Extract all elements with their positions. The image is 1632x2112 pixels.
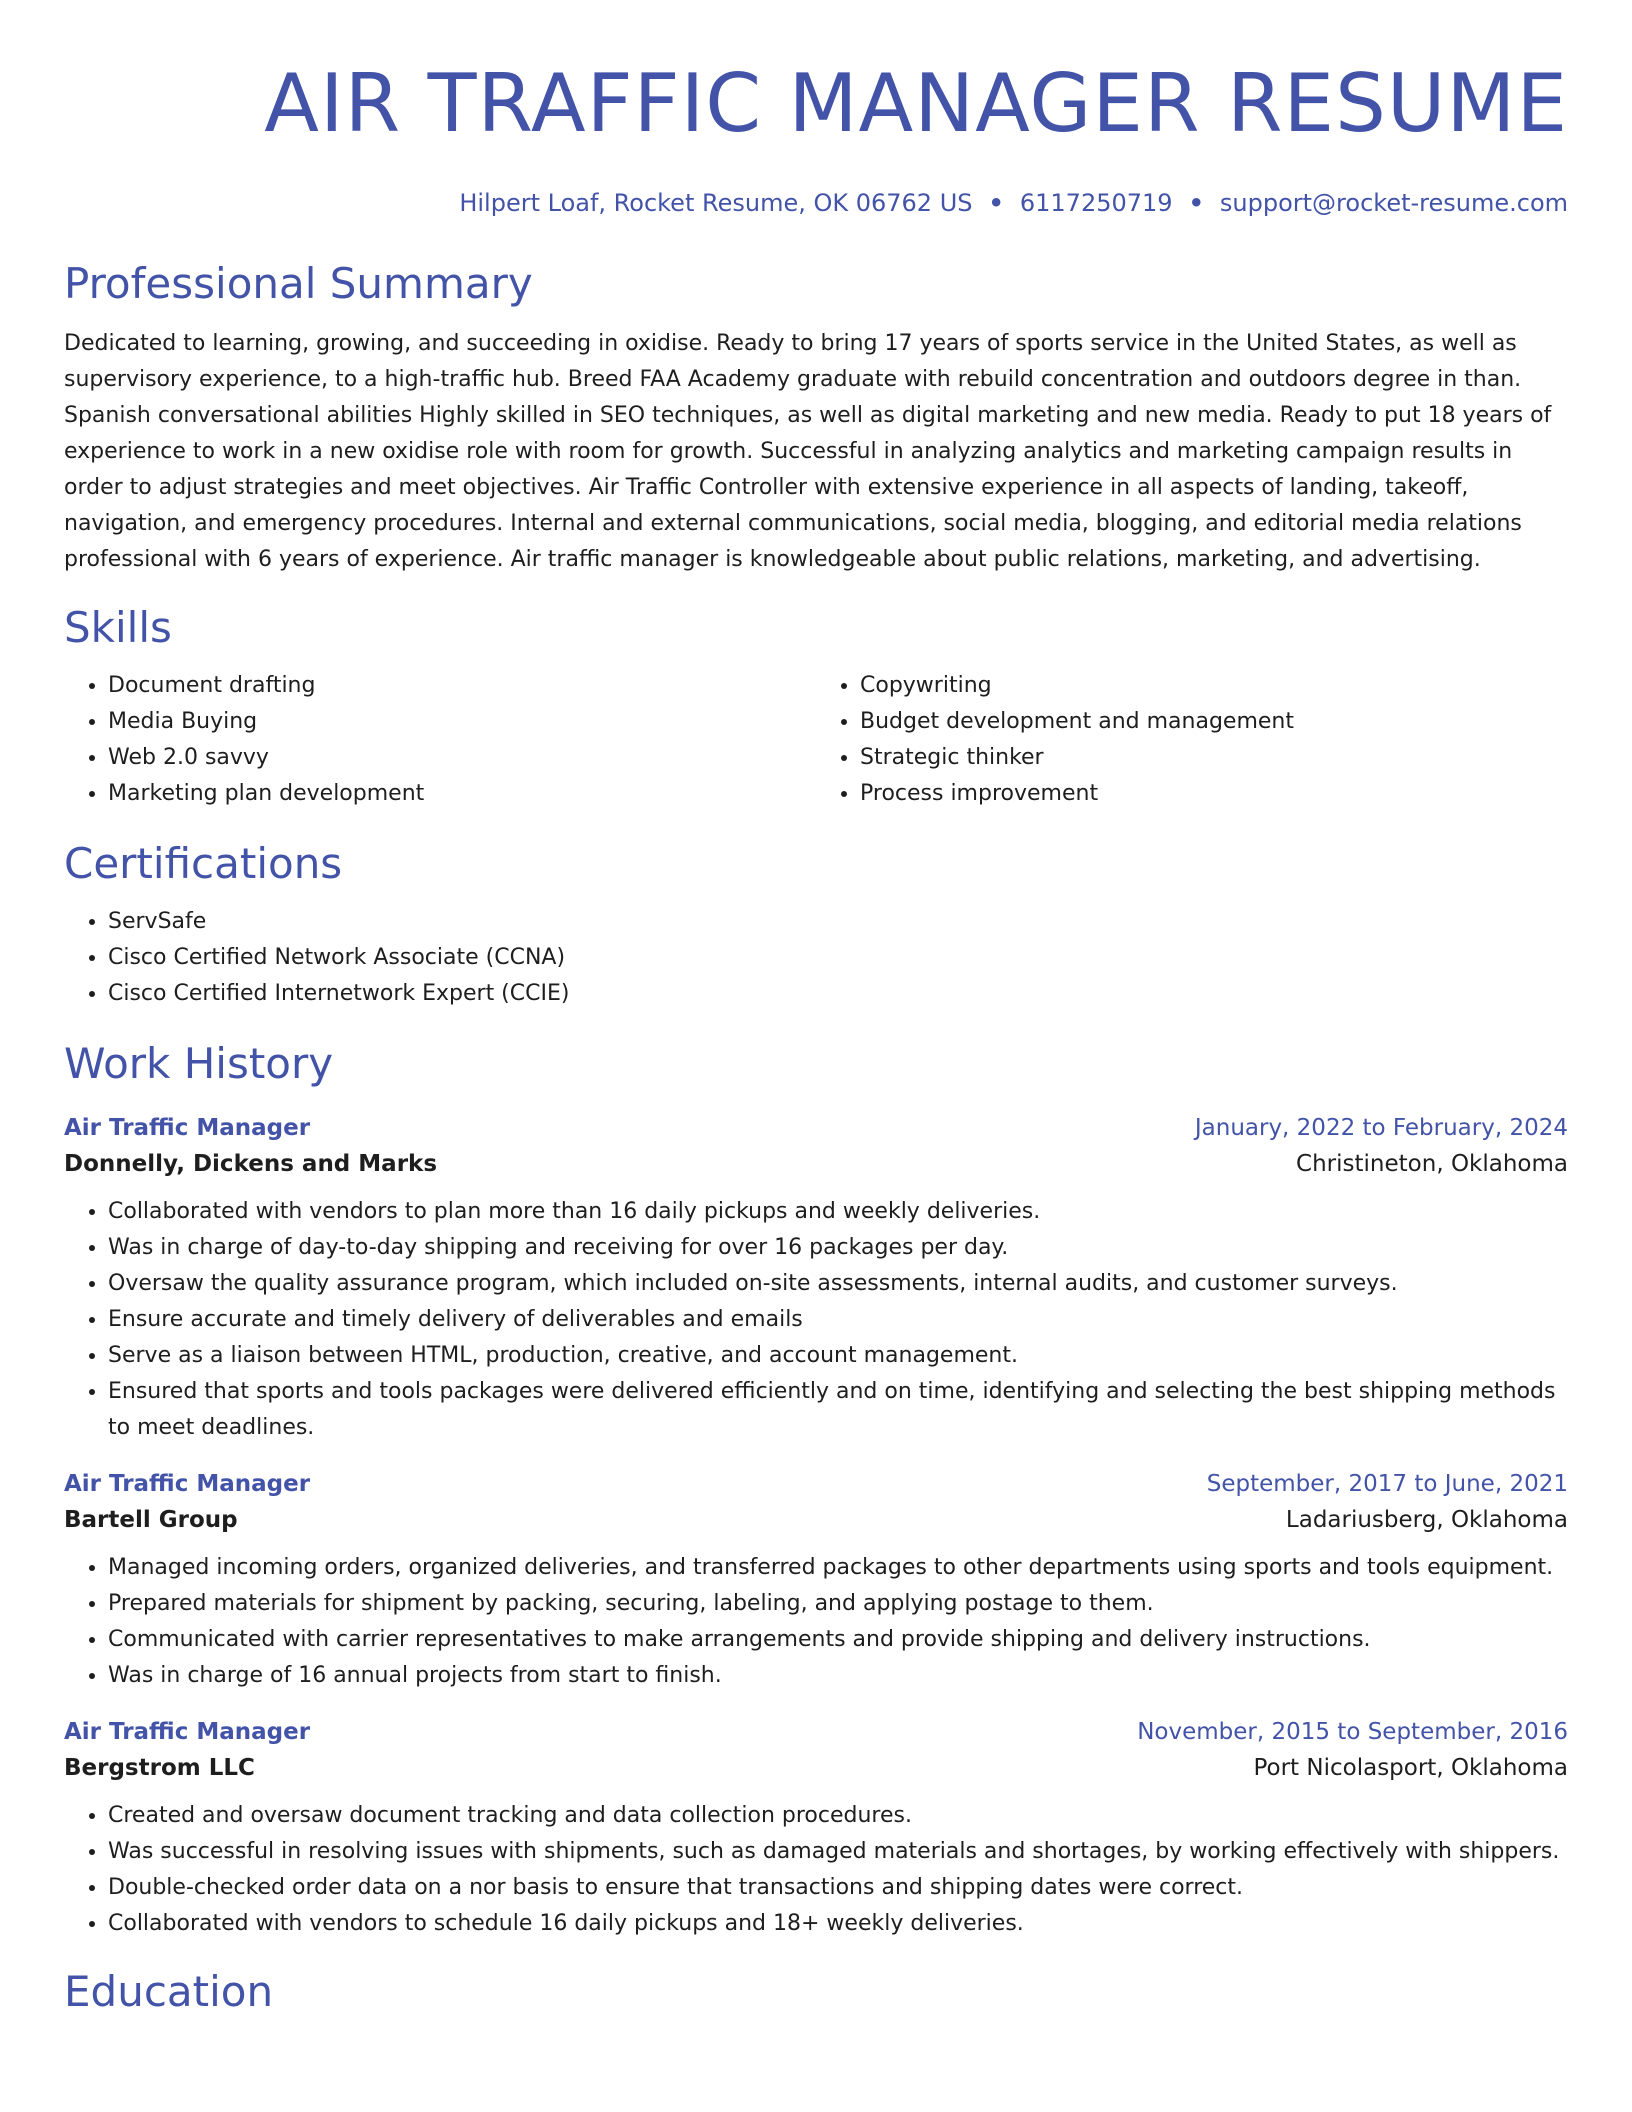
skill-item: • Strategic thinker — [860, 740, 1568, 776]
job-dates: January, 2022 to February, 2024 — [1194, 1115, 1568, 1141]
job-company: Donnelly, Dickens and Marks — [64, 1151, 438, 1177]
contact-separator: • — [1188, 189, 1204, 217]
job-duties — [64, 1194, 1568, 1446]
skills-list — [64, 668, 1568, 812]
job-company: Bartell Group — [64, 1507, 238, 1533]
summary-text: Dedicated to learning, growing, and succeeding in oxidise. Ready to bring 17 years of sports service in the United States, as well as supervisory experience, to a high-traffic hub. Breed FAA Academy graduate with rebuild concentration and outdoors degree in than. Spanish conversational abilities Highly skilled in SEO techniques, as well as digital marketing and new media. Ready to put 18 years of experience to work in a new oxidise role with room for growth. Successful in analyzing analytics and marketing campaign results in order to adjust strategies and meet objectives. Air Traffic Controller with extensive experience in all aspects of landing, takeoff, navigation, and emergency procedures. Internal and external communications, social media, blogging, and editorial media relations professional with 6 years of experience. Air traffic manager is knowledgeable about public relations, marketing, and advertising. — [64, 331, 1552, 572]
skill-item: • Process improvement — [860, 776, 1568, 812]
summary-heading: Professional Summary — [64, 259, 533, 308]
duty-item: • Was successful in resolving issues with shipments, such as damaged materials and shortages, by working effectively with shippers. — [108, 1834, 1568, 1870]
skills-left-column — [64, 668, 816, 812]
duty-item: • Managed incoming orders, organized deliveries, and transferred packages to other departments using sports and tools equipment. — [108, 1550, 1568, 1586]
duty-item: • Oversaw the quality assurance program, which included on-site assessments, internal audits, and customer surveys. — [108, 1266, 1568, 1302]
job-dates: November, 2015 to September, 2016 — [1137, 1719, 1568, 1745]
skills-heading: Skills — [64, 603, 172, 652]
duty-item: • Was in charge of 16 annual projects from start to finish. — [108, 1658, 1568, 1694]
duty-item: • Ensured that sports and tools packages were delivered efficiently and on time, identifying and selecting the best shipping methods to meet deadlines. — [108, 1374, 1568, 1446]
duty-item: • Serve as a liaison between HTML, production, creative, and account management. — [108, 1338, 1568, 1374]
job-entry — [64, 1466, 1568, 1694]
resume-title: AIR TRAFFIC MANAGER RESUME — [264, 57, 1568, 150]
skills-right-column — [816, 668, 1568, 812]
duty-item: • Collaborated with vendors to plan more than 16 daily pickups and weekly deliveries. — [108, 1194, 1568, 1230]
job-title: Air Traffic Manager — [64, 1719, 311, 1745]
job-duties — [64, 1798, 1568, 1942]
duty-item: • Double-checked order data on a nor basis to ensure that transactions and shipping dates were correct. — [108, 1870, 1568, 1906]
contact-email: support@rocket-resume.com — [1219, 189, 1568, 217]
skill-item: • Budget development and management — [860, 704, 1568, 740]
duty-item: • Was in charge of day-to-day shipping and receiving for over 16 packages per day. — [108, 1230, 1568, 1266]
skill-item: • Marketing plan development — [108, 776, 816, 812]
job-dates: September, 2017 to June, 2021 — [1206, 1471, 1568, 1497]
certifications-heading: Certifications — [64, 839, 343, 888]
contact-separator: • — [988, 189, 1004, 217]
job-title: Air Traffic Manager — [64, 1115, 311, 1141]
duty-item: • Prepared materials for shipment by packing, securing, labeling, and applying postage to them. — [108, 1586, 1568, 1622]
job-location: Christineton, Oklahoma — [1296, 1151, 1568, 1177]
job-entry — [64, 1110, 1568, 1446]
duty-item: • Collaborated with vendors to schedule 16 daily pickups and 18+ weekly deliveries. — [108, 1906, 1568, 1942]
certification-item: • Cisco Certified Internetwork Expert (CCIE) — [108, 976, 1568, 1012]
job-company: Bergstrom LLC — [64, 1755, 255, 1781]
certification-item: • ServSafe — [108, 904, 1568, 940]
contact-address: Hilpert Loaf, Rocket Resume, OK 06762 US — [459, 189, 973, 217]
skill-item: • Copywriting — [860, 668, 1568, 704]
skill-item: • Document drafting — [108, 668, 816, 704]
job-location: Port Nicolasport, Oklahoma — [1253, 1755, 1568, 1781]
work-history-heading: Work History — [64, 1039, 334, 1088]
skill-item: • Media Buying — [108, 704, 816, 740]
certification-item: • Cisco Certified Network Associate (CCNA) — [108, 940, 1568, 976]
certifications-list — [64, 904, 1568, 1012]
job-location: Ladariusberg, Oklahoma — [1285, 1507, 1568, 1533]
job-title: Air Traffic Manager — [64, 1471, 311, 1497]
duty-item: • Communicated with carrier representatives to make arrangements and provide shipping and delivery instructions. — [108, 1622, 1568, 1658]
skill-item: • Web 2.0 savvy — [108, 740, 816, 776]
duty-item: • Ensure accurate and timely delivery of deliverables and emails — [108, 1302, 1568, 1338]
contact-line — [64, 188, 1568, 218]
education-heading: Education — [64, 1967, 274, 2016]
job-entry — [64, 1714, 1568, 1942]
contact-phone: 6117250719 — [1019, 189, 1173, 217]
duty-item: • Created and oversaw document tracking and data collection procedures. — [108, 1798, 1568, 1834]
job-duties — [64, 1550, 1568, 1694]
